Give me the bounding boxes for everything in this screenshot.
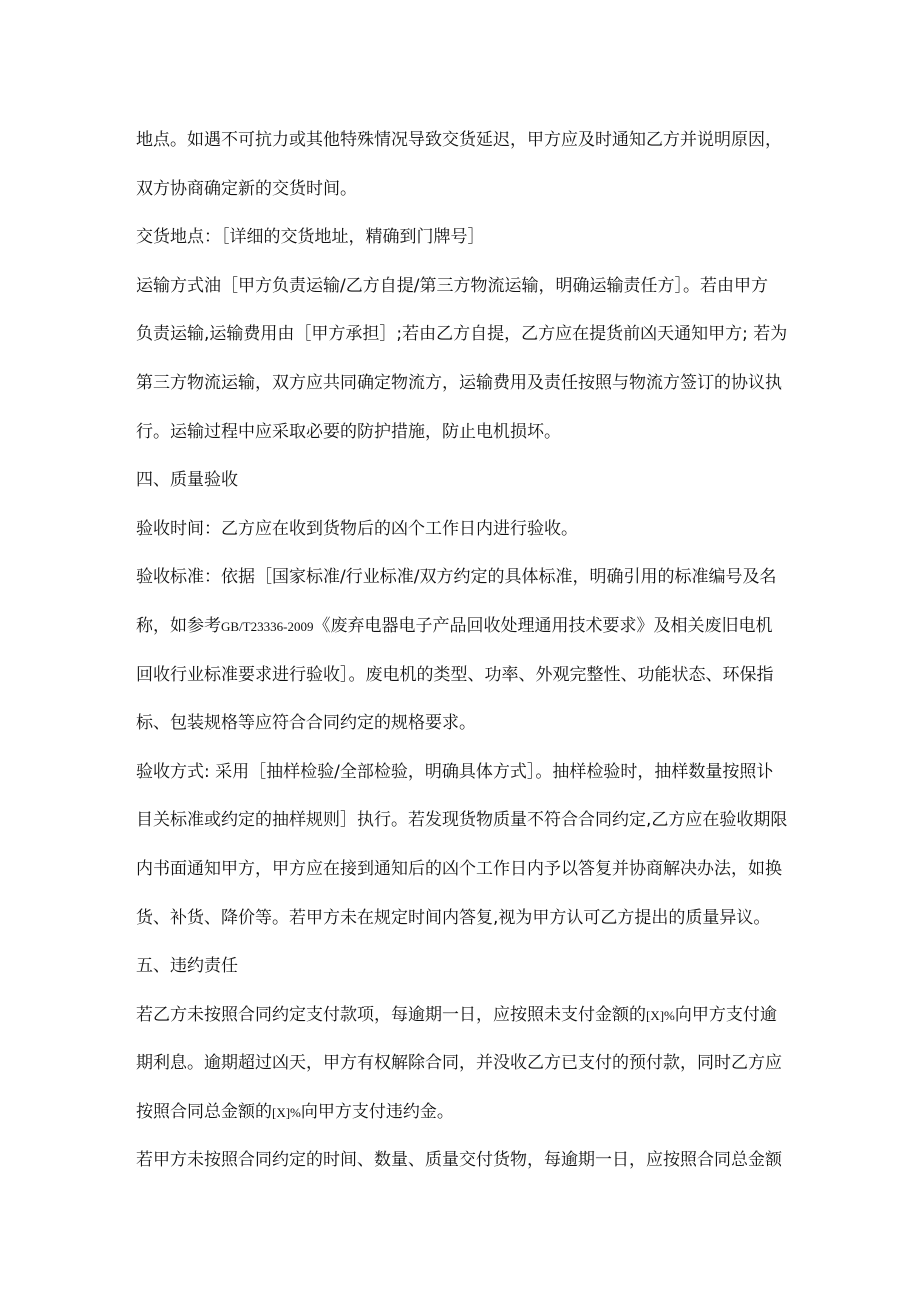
text-line: 行。运输过程中应采取必要的防护措施，防止电机损坏。: [136, 421, 561, 442]
text-line: [136, 1088, 786, 1137]
text-line: 地点。如遇不可抗力或其他特殊情况导致交货延迟，甲方应及时通知乙方并说明原因，: [136, 130, 782, 150]
text-segment: 称，如参考: [136, 615, 221, 636]
text-line: 双方协商确定新的交货时间。: [136, 178, 357, 199]
document-page: [136, 116, 786, 1185]
text-line: [136, 602, 786, 651]
text-line: 验收标准：依据［国家标准/行业标准/双方约定的具体标准，明确引用的标准编号及名: [136, 567, 777, 588]
text-line: 交货地点：［详细的交货地址，精确到门牌号］: [136, 227, 485, 248]
text-line: 目关标准或约定的抽样规则］执行。若发现货物质量不符合合同约定,乙方应在验收期限: [136, 810, 788, 831]
document-body: [136, 116, 786, 1185]
text-segment: 向甲方支付逾: [674, 1004, 777, 1025]
text-line: 四、质量验收: [136, 470, 238, 491]
text-line: 货、补货、降价等。若甲方未在规定时间内答复,视为甲方认可乙方提出的质量异议。: [136, 907, 771, 928]
text-line: 验收方式: 采用［抽样检验/全部检验，明确具体方式］。抽样检验时，抽样数量按照讣: [136, 761, 774, 782]
text-line: 若甲方未按照合同约定的时间、数量、质量交付货物，每逾期一日，应按照合同总金额: [136, 1150, 782, 1171]
text-line: 验收时间：乙方应在收到货物后的凶个工作日内进行验收。: [136, 518, 578, 539]
text-line: 标、包装规格等应符合合同约定的规格要求。: [136, 713, 476, 734]
text-line: 期利息。逾期超过凶天，甲方有权解除合同，并没收乙方已支付的预付款，同时乙方应: [136, 1053, 782, 1074]
latin-segment: [X]%: [272, 1104, 301, 1120]
text-line: 运输方式油［甲方负责运输/乙方自提/第三方物流运输，明确运输责任方］。若由甲方: [136, 275, 768, 296]
text-line: 内书面通知甲方，甲方应在接到通知后的凶个工作日内予以答复并协商解决办法，如换: [136, 858, 782, 879]
text-segment: 若乙方未按照合同约定支付款项，每逾期一日，应按照未支付金额的: [136, 1004, 646, 1025]
text-segment: 按照合同总金额的: [136, 1101, 272, 1122]
text-line: 第三方物流运输，双方应共同确定物流方，运输费用及责任按照与物流方签订的协议执: [136, 372, 782, 393]
text-line: [136, 991, 786, 1040]
latin-segment: GB/T23336-2009: [221, 618, 314, 634]
text-line: 五、违约责任: [136, 956, 238, 977]
text-line: 负责运输,运输费用由［甲方承担］;若由乙方自提，乙方应在提货前凶天通知甲方; 若为: [136, 324, 788, 345]
text-segment: 《废弃电器电子产品回收处理通用技术要求》及相关废旧电机: [313, 615, 773, 636]
latin-segment: [X]%: [646, 1007, 675, 1023]
text-segment: 向甲方支付违约金。: [300, 1101, 454, 1122]
text-line: 回收行业标准要求进行验收］。废电机的类型、功率、外观完整性、功能状态、环保指: [136, 664, 774, 685]
